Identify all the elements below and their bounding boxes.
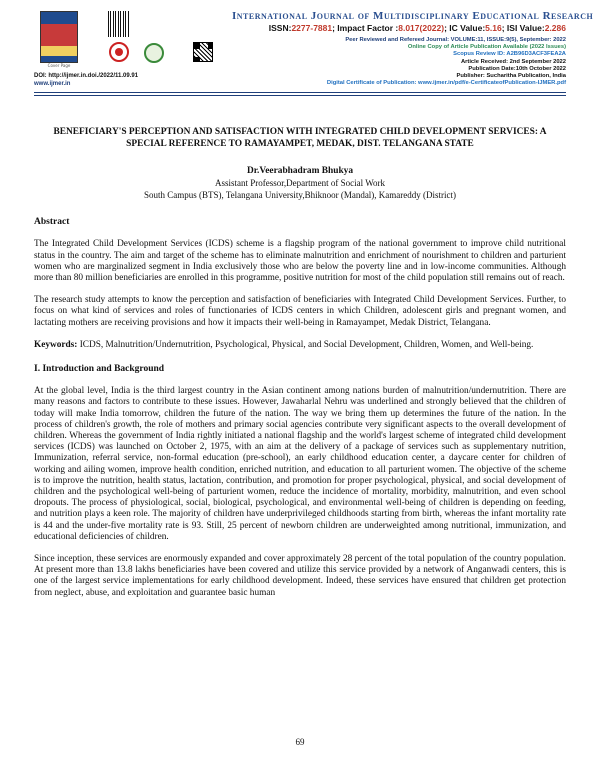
qr-code-icon bbox=[193, 42, 213, 62]
article-body bbox=[34, 126, 566, 599]
online-copy-line: Online Copy of Article Publication Available (2022 Issues) bbox=[407, 44, 566, 50]
body-paragraph: At the global level, India is the third largest country in the Asian continent among nations burden of malnutrition/undernutrition. There are many reasons and factors to contribute to these issues. However, Jawaharlal Nehru was underlined and strongly believed that the children of today will make India tomorrow, children the future of the nation. The way we bring them up determines the future of the nation. In the process of children's growth, the role of mothers and primary social agencies contribute very significant aspects to the overall development of children. Whereas the government of India rightly initiated a national flagship and the world's largest scheme of integrated child development services (ICDS) was launched on October 2, 1975, with an aim at the delivery of a package of services such as supplementary nutrition, Immunization, referral service, non-formal education (pre-school), an early childhood education center, a daycare center for children of working and ailing women, improve health condition, enriched nutrition, and education to all parturient women. The objective of the scheme is to improve the nutrition, health status, lactation, contribution, and promotion for proper psychological, physical, and social development of children and the psychological well-being of parturient women, reduce the incidence of mortality, morbidity, malnutrition, and even school dropouts. The process of physiological, social, biological, psychological, and environmental well-being of children is depending on feeding, and nutrition plays a keen role. The majority of children have underprivileged childhoods starting from birth, whereas the infant mortality rate is 44 and the under-five mortality rate is 93. Still, 25 percent of newborn children are underweighted among nutritional, immunization, and educational deficiencies of children. bbox=[34, 386, 566, 542]
certificate-link[interactable]: Digital Certificate of Publication: www.ijmer.in/pdf/e-CertificateofPublication-IJMER.pdf bbox=[326, 80, 566, 86]
section-heading: I. Introduction and Background bbox=[34, 364, 165, 375]
header-divider-secondary bbox=[34, 95, 566, 96]
abstract-paragraph: The research study attempts to know the perception and satisfaction of beneficiaries with Integrated Child Development Services. Further, to focus on what kind of services and roles of functionaries of ICDS centers in which Children, adolescent girls and pregnant women, and lactating mothers are receiving provisions and how it impacts their well-being in Ramayampet, Medak District, Telangana. bbox=[34, 295, 566, 328]
publication-date-line: Publication Date:10th October 2022 bbox=[468, 66, 566, 72]
body-paragraph: Since inception, these services are enormously expanded and cover approximately 28 percent of the total population of the country population. At present more than 13.8 lakhs beneficiaries have been covered and utilize this service provided by a network of Anganwadi centers, this is one of the largest service implementations for early childhood development. Indeed, these services have ensured that children get protection from neglect, abuse, and exploitation and guarantee basic human bbox=[34, 554, 566, 598]
scopus-line: Scopus Review ID: A2B96D3ACF3FEA2A bbox=[453, 51, 566, 57]
abstract-paragraph: The Integrated Child Development Services (ICDS) scheme is a flagship program of the national government to improve child nutritional status in the country. The aim and target of the scheme has to eliminate malnutrition and enrichment of nourishment to children and parturient women who are marginalized segment in India exclusively those who are below the poverty line and in low-income communities. Although more than 80 million beneficiaries are enrolled in this programme, positive nutrition for most of the child population still remains out of reach. bbox=[34, 239, 566, 284]
received-line: Article Received: 2nd September 2022 bbox=[460, 59, 566, 65]
journal-cover-image bbox=[40, 11, 78, 63]
website-link[interactable]: www.ijmer.in bbox=[34, 81, 71, 87]
doi-link[interactable]: DOI: http://ijmer.in.doi./2022/11.09.91 bbox=[34, 73, 139, 79]
barcode-icon bbox=[108, 11, 130, 37]
article-title: BENEFICIARY'S PERCEPTION AND SATISFACTION WITH INTEGRATED CHILD DEVELOPMENT SERVICES: A SPECIAL REFERENCE TO RAMAYAMPET, MEDAK, DIST. TELANGANA STATE bbox=[53, 127, 547, 149]
publisher-line: Publisher: Sucharitha Publication, India bbox=[456, 73, 566, 79]
issn-line: ISSN:2277-7881; Impact Factor :8.017(2022); IC Value:5.16; ISI Value:2.286 bbox=[268, 23, 566, 33]
cover-caption: Cover Page bbox=[47, 63, 71, 68]
emblem-icon bbox=[144, 43, 164, 63]
author-affiliation: Assistant Professor,Department of Social Work South Campus (BTS), Telangana University,Bhiknoor (Mandal), Kamareddy (District) bbox=[143, 178, 457, 200]
abstract-heading: Abstract bbox=[34, 217, 70, 228]
journal-title: International Journal of Multidisciplinary Educational Research bbox=[232, 10, 594, 22]
keywords: Keywords: ICDS, Malnutrition/Undernutrition, Psychological, Physical, and Social Development, Children, Women, and Well-being. bbox=[34, 339, 534, 350]
author-name: Dr.Veerabhadram Bhukya bbox=[246, 166, 354, 176]
page-number: 69 bbox=[295, 737, 305, 747]
journal-header bbox=[0, 0, 600, 108]
peer-review-line: Peer Reviewed and Refereed Journal: VOLUME:11, ISSUE:9(5), September: 2022 bbox=[345, 37, 566, 43]
header-divider bbox=[34, 92, 566, 93]
university-seal-icon bbox=[109, 42, 129, 62]
